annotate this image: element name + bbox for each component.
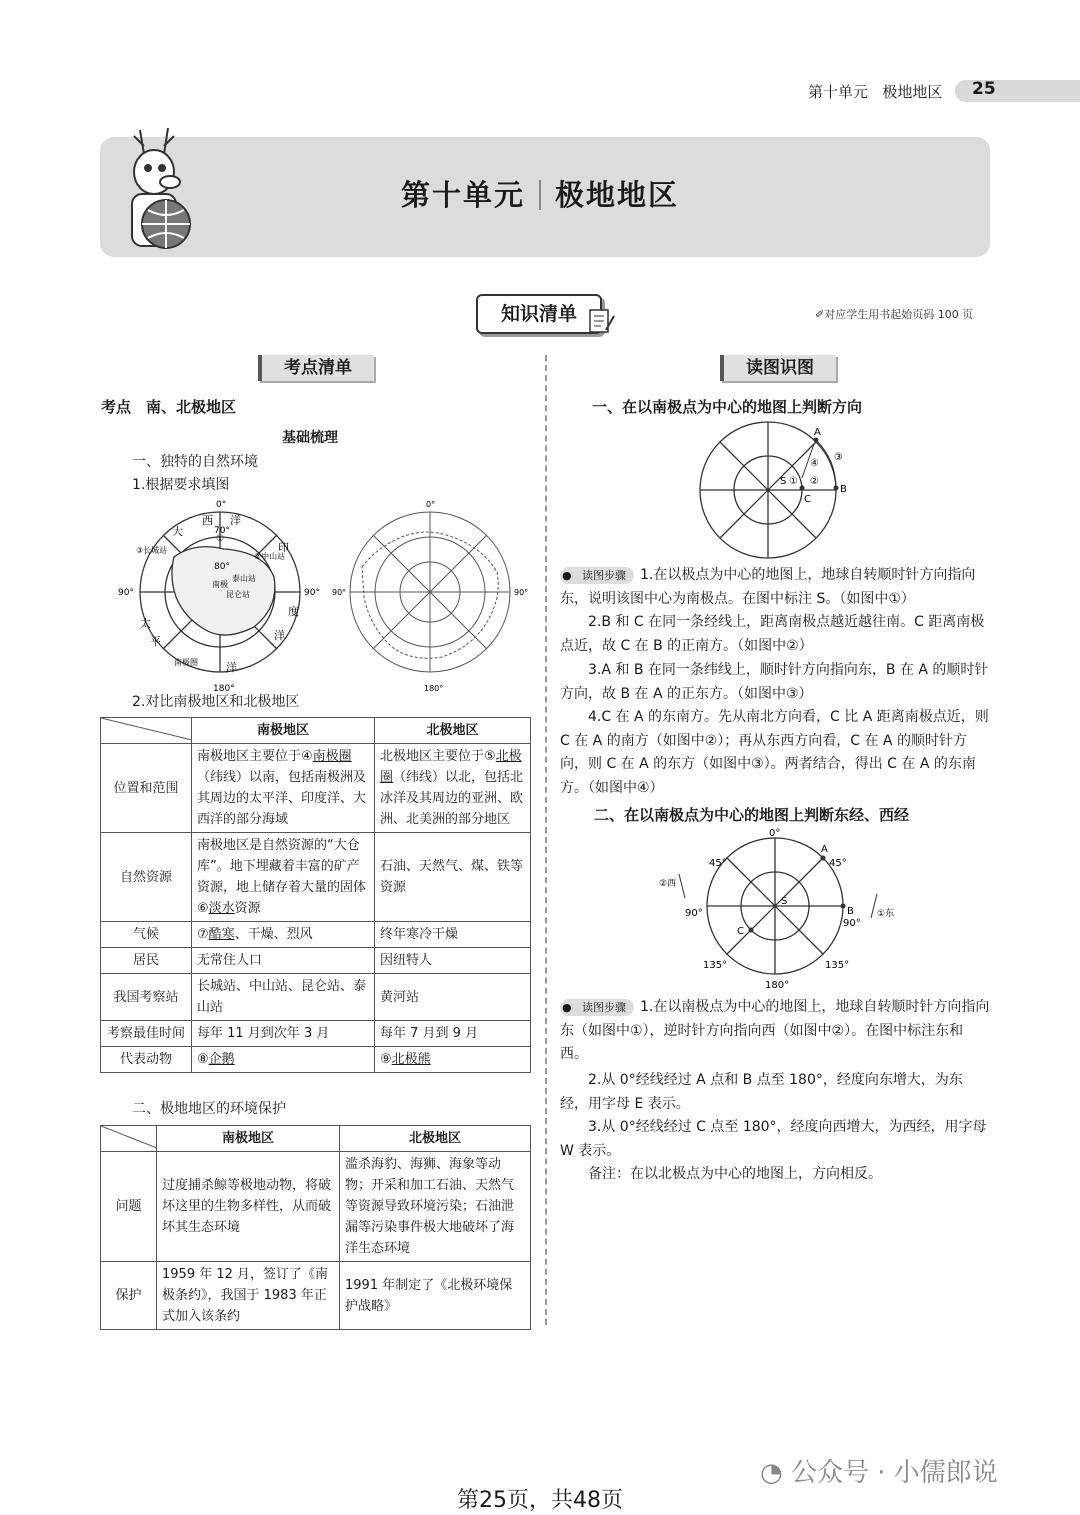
table-corner-cell <box>101 718 192 744</box>
cell-south <box>192 833 375 922</box>
label-n3: ③ <box>834 452 843 463</box>
unit-title-name: 极地地区 <box>555 178 680 212</box>
answer-text: 南极圈 <box>312 749 352 764</box>
cell-south: 每年 11 月到次年 3 月 <box>192 1021 375 1047</box>
label-b: B <box>840 484 847 495</box>
map-left-label-0: 0° <box>216 500 227 510</box>
step-paragraph-2: 2.B 和 C 在同一条经线上，距离南极点越近越往南。C 距离南极点近，故 C 在 B 的正南方。（如图中②） <box>560 614 985 654</box>
map-label-taishan: 泰山站 <box>232 574 256 583</box>
table-row <box>101 922 531 948</box>
column-divider <box>545 355 547 1325</box>
unit-title <box>0 173 1080 214</box>
header-south: 南极地区 <box>157 1126 340 1152</box>
section-2-heading: 二、极地地区的环境保护 <box>132 1101 286 1117</box>
answer-text: 北极圈 <box>380 749 522 785</box>
cell-text: 北极地区主要位于⑤ <box>380 749 496 764</box>
header-south: 南极地区 <box>192 718 375 744</box>
comparison-table <box>100 717 531 1073</box>
cell-text: ⑧ <box>197 1052 209 1067</box>
label-a: A <box>814 427 821 438</box>
row-label: 保护 <box>101 1262 157 1330</box>
table-row <box>101 1047 531 1073</box>
table-header-row <box>101 718 531 744</box>
row-label: 代表动物 <box>101 1047 192 1073</box>
point-b <box>834 486 839 491</box>
table-row <box>101 833 531 922</box>
diagonal-line <box>101 1126 157 1148</box>
subheading-basics: 基础梳理 <box>282 430 338 446</box>
row-label: 问题 <box>101 1152 157 1262</box>
cell-text: （纬线）以南，包括南极洲及其周边的太平洋、印度洋、大西洋的部分海域 <box>197 770 367 827</box>
label-135e: 135° <box>825 960 850 971</box>
step-text: 1.在以南极点为中心的地图上，地球自转顺时针方向指向东（如图中①），逆时针方向指向西（如图中②）。在图中标注东和西。 <box>560 999 990 1062</box>
page-ref-note <box>815 306 973 322</box>
map-label-zhongshan: ②中山站 <box>254 552 286 561</box>
map-label-yin: 印 <box>278 541 289 554</box>
label-90e: 90° <box>843 918 861 929</box>
row-label: 自然资源 <box>101 833 192 922</box>
map-left-label-70: 70° <box>214 526 230 536</box>
cell-south: 长城站、中山站、昆仑站、泰山站 <box>192 974 375 1021</box>
map-label-yang: 洋 <box>230 514 241 527</box>
table-row <box>101 1152 531 1262</box>
row-label: 我国考察站 <box>101 974 192 1021</box>
table-row <box>101 744 531 833</box>
table-row <box>101 948 531 974</box>
map-label-xi: 西 <box>202 514 213 527</box>
cell-south <box>192 744 375 833</box>
protection-table <box>100 1125 531 1330</box>
label-45e: 45° <box>829 858 847 869</box>
cell-text: 、干燥、烈风 <box>234 927 313 942</box>
cell-north: 终年寒冷干燥 <box>375 922 531 948</box>
cell-text: ⑦ <box>197 927 209 942</box>
map-label-changcheng: ③长城站 <box>136 546 168 555</box>
label-n1: ① <box>789 476 798 487</box>
map-label-du: 度 <box>288 605 299 618</box>
answer-text: 企鹅 <box>208 1052 235 1067</box>
map-right-label-0: 0° <box>426 500 436 509</box>
map-label-tai: 太 <box>140 617 151 630</box>
label-a: A <box>821 844 828 855</box>
cell-text: 南极地区是自然资源的“大仓库”。地下埋藏着丰富的矿产资源，地上储存着大量的固体⑥ <box>197 838 367 916</box>
point-b <box>841 904 846 909</box>
answer-text: 北极熊 <box>391 1052 431 1067</box>
cell-north: 1991 年制定了《北极环境保护战略》 <box>340 1262 531 1330</box>
map-right-label-180: 180° <box>424 684 444 693</box>
label-east: ①东 <box>877 909 895 919</box>
step2-paragraph-2: 2.从 0°经线经过 A 点和 B 点至 180°，经度向东增大，为东经，用字母 E 表示。 <box>560 1072 963 1112</box>
cell-text: 资源 <box>234 901 261 916</box>
person-icon: ● <box>562 569 572 582</box>
step2-paragraph-1 <box>560 996 990 1067</box>
label-90w: 90° <box>685 908 703 919</box>
label-west: ②西 <box>659 879 677 889</box>
map-left-label-90e: 90° <box>304 588 320 598</box>
section-1-heading: 一、独特的自然环境 <box>132 454 258 470</box>
step2-note: 备注：在以北极点为中心的地图上，方向相反。 <box>588 1166 882 1182</box>
answer-text: 淡水 <box>208 901 235 916</box>
map-label-one: ① <box>216 534 225 544</box>
map-label-kunlun: 昆仑站 <box>226 590 250 599</box>
header-unit: 第十单元 <box>808 83 869 101</box>
table-corner-cell <box>101 1126 157 1152</box>
row-label: 居民 <box>101 948 192 974</box>
right-heading-1: 一、在以南极点为中心的地图上判断方向 <box>592 398 863 416</box>
antarctica-map <box>114 497 326 693</box>
watermark-text: 公众号 · 小儒郎说 <box>790 1458 998 1488</box>
map-label-da: 大 <box>172 525 183 538</box>
cell-south: 1959 年 12 月，签订了《南极条约》，我国于 1983 年正式加入该条约 <box>157 1262 340 1330</box>
cell-text: ⑨ <box>380 1052 392 1067</box>
cell-text: 石油、天然气、煤、铁等资源 <box>380 859 524 895</box>
arctic-map <box>332 497 532 693</box>
step-paragraph-1 <box>560 564 990 611</box>
step-text: 1.在以极点为中心的地图上，地球自转顺时针方向指向东，说明该图中心为南极点。在图中标注 S。（如图中①） <box>560 567 976 607</box>
label-45w: 45° <box>709 858 727 869</box>
cell-south <box>192 922 375 948</box>
cell-north: 因纽特人 <box>375 948 531 974</box>
table-row <box>101 974 531 1021</box>
row-label: 位置和范围 <box>101 744 192 833</box>
point-c <box>800 486 805 491</box>
right-heading-2: 二、在以南极点为中心的地图上判断东经、西经 <box>594 806 910 824</box>
cell-north <box>375 833 531 922</box>
label-s: S <box>781 896 788 907</box>
map-right-label-90w: 90° <box>332 588 347 597</box>
cell-south: 无常住人口 <box>192 948 375 974</box>
label-n2: ② <box>810 476 819 487</box>
cell-text: （纬线）以北，包括北冰洋及其周边的亚洲、欧洲、北美洲的部分地区 <box>380 770 524 827</box>
knowledge-badge: 知识清单 <box>476 294 602 334</box>
step-paragraph-3: 3.A 和 B 在同一条纬线上，顺时针方向指向东，B 在 A 的顺时针方向，故 B 在 A 的正东方。（如图中③） <box>560 662 989 702</box>
map-left-label-90w: 90° <box>118 588 134 598</box>
step2-paragraph-3: 3.从 0°经线经过 C 点至 180°，经度向西增大，为西经，用字母 W 表示。 <box>560 1119 987 1159</box>
diagonal-line <box>101 718 192 740</box>
answer-text: 酷寒 <box>208 927 235 942</box>
map-label-nanji: 南极 <box>212 580 228 589</box>
point-a <box>821 856 826 861</box>
step-label: 读图步骤 <box>582 569 626 582</box>
table-header-row <box>101 1126 531 1152</box>
page-ref-text: 对应学生用书起始页码 100 页 <box>824 308 974 321</box>
page-number: 25 <box>972 79 996 99</box>
label-180deg: 180° <box>765 980 790 991</box>
label-n4: ④ <box>810 458 819 469</box>
map-right-label-90e: 90° <box>514 588 529 597</box>
cell-north: 黄河站 <box>375 974 531 1021</box>
map-left-label-80: 80° <box>214 562 230 572</box>
section-1b-heading: 2.对比南极地区和北极地区 <box>132 694 300 710</box>
point-c <box>749 928 754 933</box>
notebook-pen-icon <box>586 306 616 336</box>
cell-north <box>375 1047 531 1073</box>
person-icon: ● <box>562 1001 572 1014</box>
label-c: C <box>804 494 811 505</box>
page-footer: 第25页，共48页 <box>457 1488 623 1513</box>
label-0deg: 0° <box>769 828 781 839</box>
map-label-yang3: 洋 <box>274 629 285 642</box>
row-label: 考察最佳时间 <box>101 1021 192 1047</box>
label-b: B <box>847 906 854 917</box>
header-north: 北极地区 <box>340 1126 531 1152</box>
direction-diagram <box>690 420 860 562</box>
step-tag <box>560 567 634 584</box>
section-1a-heading: 1.根据要求填图 <box>132 477 230 493</box>
cell-south: 过度捕杀鲸等极地动物，将破坏这里的生物多样性，从而破坏其生态环境 <box>157 1152 340 1262</box>
map-label-ping: 平 <box>150 635 161 648</box>
table-row <box>101 1021 531 1047</box>
step-label: 读图步骤 <box>582 1001 626 1014</box>
step-paragraph-4: 4.C 在 A 的东南方。先从南北方向看，C 比 A 距离南极点近，则 C 在 A 的南方（如图中②）；再从东西方向看，C 在 A 的顺时针方向，则 C 在 A 的东方（如图中③）。两者结合，得出 C 在 A 的东南方。（如图中④） <box>560 709 989 796</box>
cell-north <box>375 744 531 833</box>
label-s: S <box>780 476 787 487</box>
header-section: 极地地区 <box>882 83 943 101</box>
table-row <box>101 1262 531 1330</box>
section-tab-map-reading: 读图识图 <box>720 355 836 381</box>
cell-text: 南极地区主要位于④ <box>197 749 313 764</box>
check-icon: ✐ <box>815 308 825 321</box>
topic-heading: 考点 南、北极地区 <box>101 398 237 416</box>
longitude-diagram <box>655 826 895 991</box>
section-tab-exam-points: 考点清单 <box>258 355 374 381</box>
step-tag <box>560 999 634 1016</box>
running-header <box>808 81 942 102</box>
map-label-yang2: 洋 <box>226 661 237 674</box>
cell-north: 每年 7 月到 9 月 <box>375 1021 531 1047</box>
title-separator <box>539 180 541 210</box>
label-c: C <box>737 926 744 937</box>
label-135w: 135° <box>703 960 728 971</box>
map-label-nanjiquan: 南极圈 <box>174 658 198 667</box>
unit-title-unit: 第十单元 <box>400 178 525 212</box>
cell-north: 滥杀海豹、海狮、海象等动物；开采和加工石油、天然气等资源导致环境污染；石油泄漏等污染事件极大地破坏了海洋生态环境 <box>340 1152 531 1262</box>
point-a <box>814 438 819 443</box>
map-left-label-180: 180° <box>213 684 235 693</box>
wechat-icon: ◔ <box>760 1458 783 1488</box>
cell-south <box>192 1047 375 1073</box>
header-north: 北极地区 <box>375 718 531 744</box>
row-label: 气候 <box>101 922 192 948</box>
